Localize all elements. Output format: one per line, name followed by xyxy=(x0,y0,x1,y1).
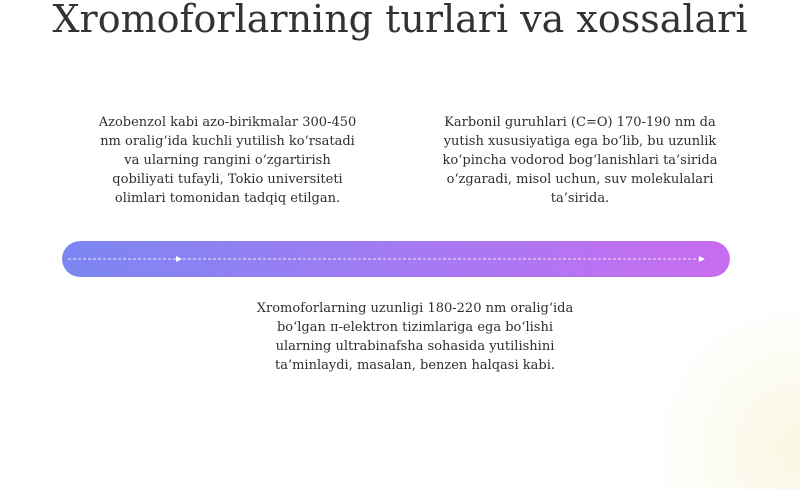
background-glow xyxy=(640,289,800,489)
page-title: Xromoforlarning turlari va xossalari xyxy=(52,0,748,41)
timeline-graphic xyxy=(62,241,730,277)
text-block-azo-compounds: Azobenzol kabi azo-birikmalar 300-450 nm oralig‘ida kuchli yutilish ko‘rsatadi va ularning rangini o‘zgartirish qobiliyati tufayli, Tokio universiteti olimlari tomonidan tadqiq etilgan. xyxy=(98,115,357,206)
text-block-pi-electron-systems: Xromoforlarning uzunligi 180-220 nm oralig‘ida bo‘lgan π-elektron tizimlariga ega bo‘lishi ularning ultrabinafsha sohasida yutilishini ta’minlaydi, masalan, benzen halqasi kabi. xyxy=(256,301,574,373)
timeline-bar xyxy=(62,241,730,277)
text-block-carbonyl-groups: Karbonil guruhlari (C=O) 170-190 nm da yutish xususiyatiga ega bo‘lib, bu uzunlik ko‘pincha vodorod bog‘lanishlari ta’sirida o‘zgaradi, misol uchun, suv molekulalari ta’sirida. xyxy=(442,115,718,206)
